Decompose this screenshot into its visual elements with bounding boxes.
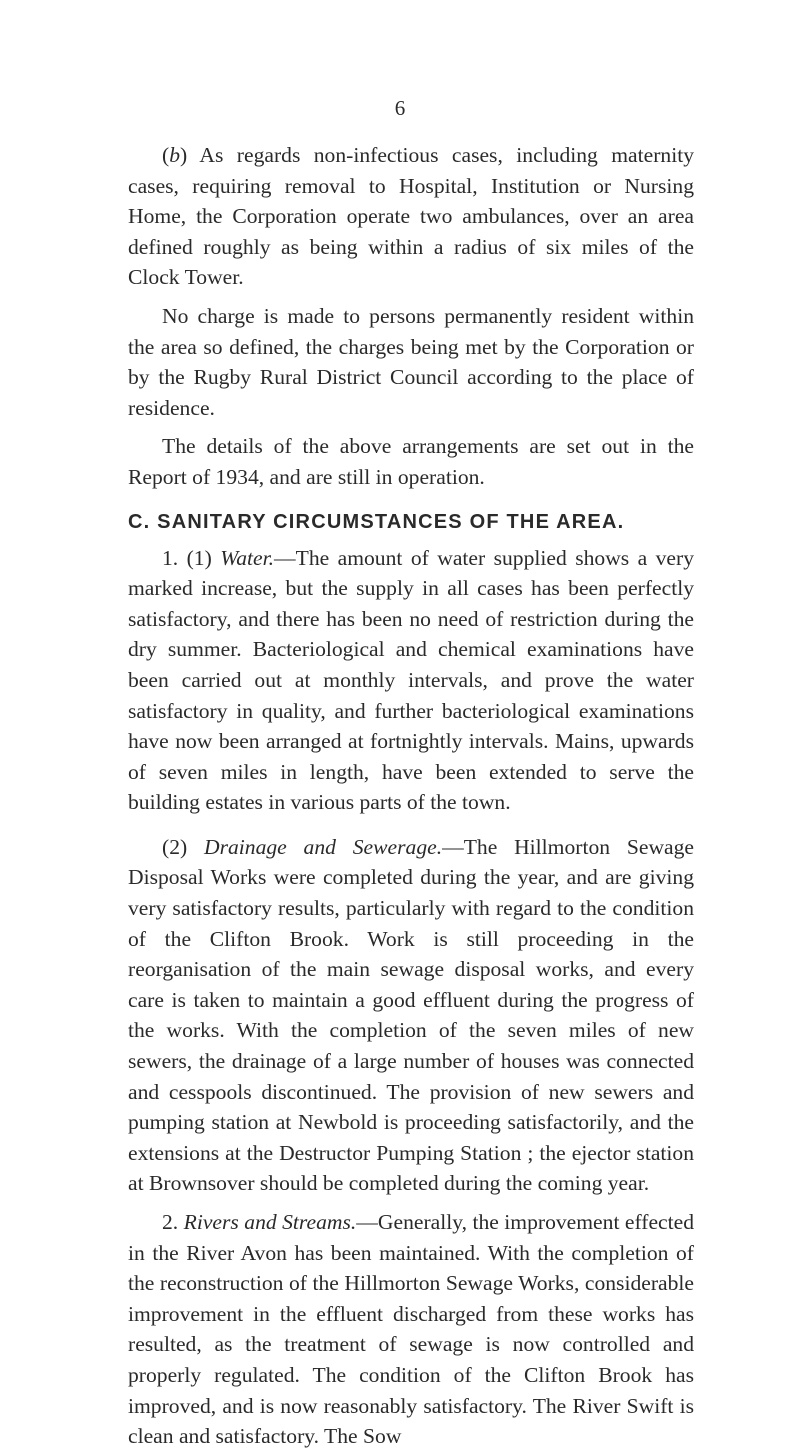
item-text: —The amount of water supplied shows a very marked increase, but the supply in all cases has been perfectly satisfactory, and there has been no need of restriction during the dry summer. Bacteriological and chemical examinations have been carried out at monthly intervals, and prove the water satisfactory in quality, and further bacteriological examinations have now been arranged at fortnightly intervals. Mains, upwards of seven miles in length, have been extended to serve the building estates in various parts of the town.	[128, 545, 695, 815]
item-number: 1. (1)	[162, 545, 221, 570]
page-number: 6	[394, 96, 406, 120]
item-title-water: Water.	[220, 545, 275, 570]
item-title-rivers: Rivers and Streams.	[183, 1210, 357, 1234]
paragraph-drainage	[128, 832, 694, 1199]
paragraph-water	[128, 543, 694, 818]
paragraph-details: The details of the above arrangements are set out in the Report of 1934, and are still in operation.	[128, 434, 694, 489]
item-text: —The Hillmorton Sewage Disposal Works were completed during the year, and are giving very satisfactory results, particularly with regard to the condition of the Clifton Brook. Work is still proceeding in the reorganisation of the main sewage disposal works, and every care is taken to maintain a good effluent during the progress of the works. With the completion of the seven miles of new sewers, the drainage of a large number of houses was connected and cesspools discontinued. The provision of new sewers and pumping station at Newbold is proceeding satisfactorily, and the extensions at the Destructor Pumping Station ; the ejector station at Brownsover should be completed during the coming year.	[128, 834, 695, 1196]
item-number: 2.	[162, 1210, 184, 1234]
document-body	[128, 140, 694, 1452]
item-number: (2)	[162, 834, 204, 859]
paragraph-open-paren: (	[162, 143, 170, 167]
paragraph-rivers	[128, 1207, 694, 1452]
section-heading: C. SANITARY CIRCUMSTANCES OF THE AREA.	[128, 510, 625, 533]
paragraph-charges: No charge is made to persons permanently resident within the area so defined, the charges being met by the Corporation or by the Rugby Rural District Council according to the place of residence.	[128, 303, 694, 420]
paragraph-label: b	[169, 143, 180, 167]
paragraph-ambulances	[128, 140, 694, 293]
item-title-drainage: Drainage and Sewerage.	[203, 834, 443, 859]
paragraph-text: ) As regards non-infectious cases, including maternity cases, requiring removal to Hospital, Institution or Nursing Home, the Corporation operate two ambulances, over an area defined roughly as being within a radius of six miles of the Clock Tower.	[128, 143, 694, 290]
item-text: —Generally, the improvement effected in the River Avon has been maintained. With the completion of the reconstruction of the Hillmorton Sewage Works, considerable improvement in the effluent discharged from these works has resulted, as the treatment of sewage is now controlled and properly regulated. The condition of the Clifton Brook has improved, and is now reasonably satisfactory. The River Swift is clean and satisfactory. The Sow	[128, 1210, 695, 1449]
